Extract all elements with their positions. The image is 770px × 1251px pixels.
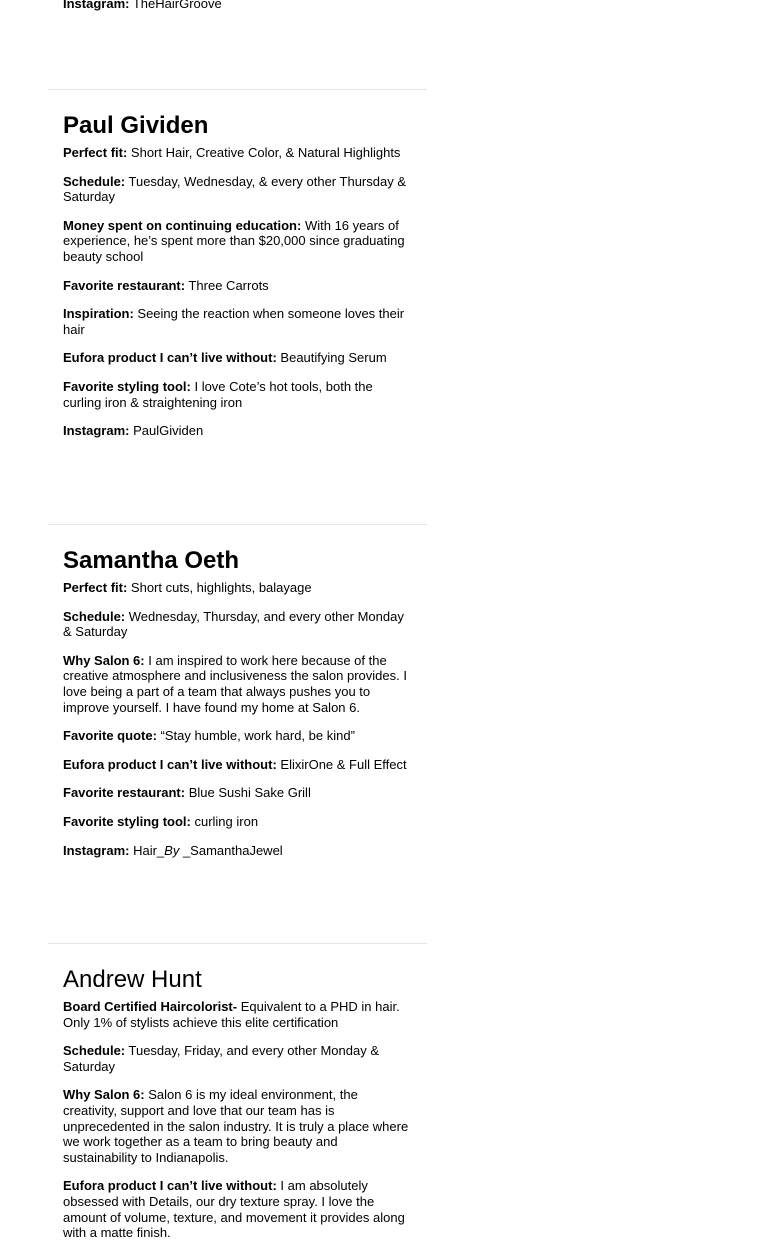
profile-samantha-oeth (48, 524, 427, 858)
field-label: Instagram: (63, 842, 130, 858)
field-perfect-fit (63, 580, 412, 596)
field-label: Schedule: (63, 173, 126, 189)
instagram-line-previous (63, 0, 222, 12)
field-certification (63, 999, 412, 1030)
field-value: curling iron (194, 813, 259, 829)
field-label: Eufora product I can’t live without: (63, 756, 277, 772)
field-value: Blue Sushi Sake Grill (188, 785, 311, 801)
field-product (63, 1178, 412, 1240)
field-value: I am inspired to work here because of the creative atmosphere and inclusiveness the salon provides. I love being a part of a team that always pushes you to improve yourself. I have found my home at Salon 6. (63, 652, 407, 715)
field-value: With 16 years of experience, he’s spent more than $20,000 since graduating beauty school (63, 217, 405, 264)
field-quote (63, 728, 412, 744)
field-label: Eufora product I can’t live without: (63, 1178, 277, 1194)
field-restaurant (63, 785, 412, 801)
field-label: Why Salon 6: (63, 1087, 145, 1103)
field-styling-tool (63, 379, 412, 410)
field-value: Equivalent to a PHD in hair. Only 1% of stylists achieve this elite certification (63, 999, 400, 1030)
field-value-part: Hair_ (133, 842, 165, 858)
field-value: Short Hair, Creative Color, & Natural Highlights (130, 145, 401, 160)
field-schedule (63, 174, 412, 205)
field-why-salon (63, 1087, 412, 1165)
field-label: Eufora product I can’t live without: (63, 350, 277, 366)
field-why-salon (63, 653, 412, 715)
field-styling-tool (63, 814, 412, 830)
field-label: Favorite styling tool: (63, 813, 191, 829)
field-value: PaulGividen (133, 423, 204, 439)
field-perfect-fit (63, 145, 412, 161)
field-instagram (63, 843, 412, 859)
field-value-part: _SamanthaJewel (179, 842, 283, 858)
field-label: Perfect fit: (63, 580, 128, 595)
field-education (63, 218, 412, 265)
field-value: Three Carrots (188, 277, 269, 293)
profile-name: Andrew Hunt (63, 966, 202, 993)
field-label: Money spent on continuing education: (63, 217, 302, 233)
field-label: Inspiration: (63, 306, 134, 322)
field-instagram (63, 423, 412, 439)
profile-paul-gividen (48, 89, 427, 439)
field-value: Salon 6 is my ideal environment, the creativity, support and love that our team has is unprecedented in the salon industry. It is truly a place where we work together as a team to bring beauty and sustainability to Indianapolis. (63, 1087, 409, 1165)
field-schedule (63, 609, 412, 640)
field-label: Favorite restaurant: (63, 785, 186, 801)
field-value: “Stay humble, work hard, be kind” (160, 728, 355, 744)
field-product (63, 350, 412, 366)
field-label: Favorite restaurant: (63, 277, 186, 293)
field-value: Short cuts, highlights, balayage (130, 580, 312, 595)
field-label: Instagram: (63, 0, 130, 11)
field-value: I am absolutely obsessed with Details, our dry texture spray. I love the amount of volume, texture, and movement it provides along with a matte finish. (63, 1178, 405, 1241)
field-value-italic: By (164, 842, 180, 858)
field-product (63, 757, 412, 773)
field-label: Perfect fit: (63, 145, 128, 160)
field-label: Favorite quote: (63, 728, 157, 744)
field-label: Board Certified Haircolorist- (63, 999, 238, 1014)
field-value: Tuesday, Wednesday, & every other Thursday & Saturday (63, 173, 406, 205)
field-value: Wednesday, Thursday, and every other Monday & Saturday (63, 608, 404, 640)
profile-andrew-hunt (48, 943, 427, 1241)
field-restaurant (63, 278, 412, 294)
field-label: Why Salon 6: (63, 652, 145, 668)
field-value: Beautifying Serum (280, 350, 387, 366)
field-label: Schedule: (63, 1043, 126, 1059)
field-schedule (63, 1043, 412, 1074)
field-label: Schedule: (63, 608, 126, 624)
field-value: Tuesday, Friday, and every other Monday & Saturday (63, 1043, 380, 1074)
field-value: I love Cote’s hot tools, both the curling iron & straightening iron (63, 378, 373, 410)
profile-name: Samantha Oeth (63, 547, 240, 574)
field-value: Seeing the reaction when someone loves their hair (63, 306, 405, 337)
field-label: Instagram: (63, 423, 130, 439)
field-value: ElixirOne & Full Effect (280, 756, 407, 772)
field-inspiration (63, 306, 412, 337)
profile-name: Paul Gividen (63, 112, 209, 139)
field-label: Favorite styling tool: (63, 378, 191, 394)
field-value: TheHairGroove (132, 0, 222, 11)
